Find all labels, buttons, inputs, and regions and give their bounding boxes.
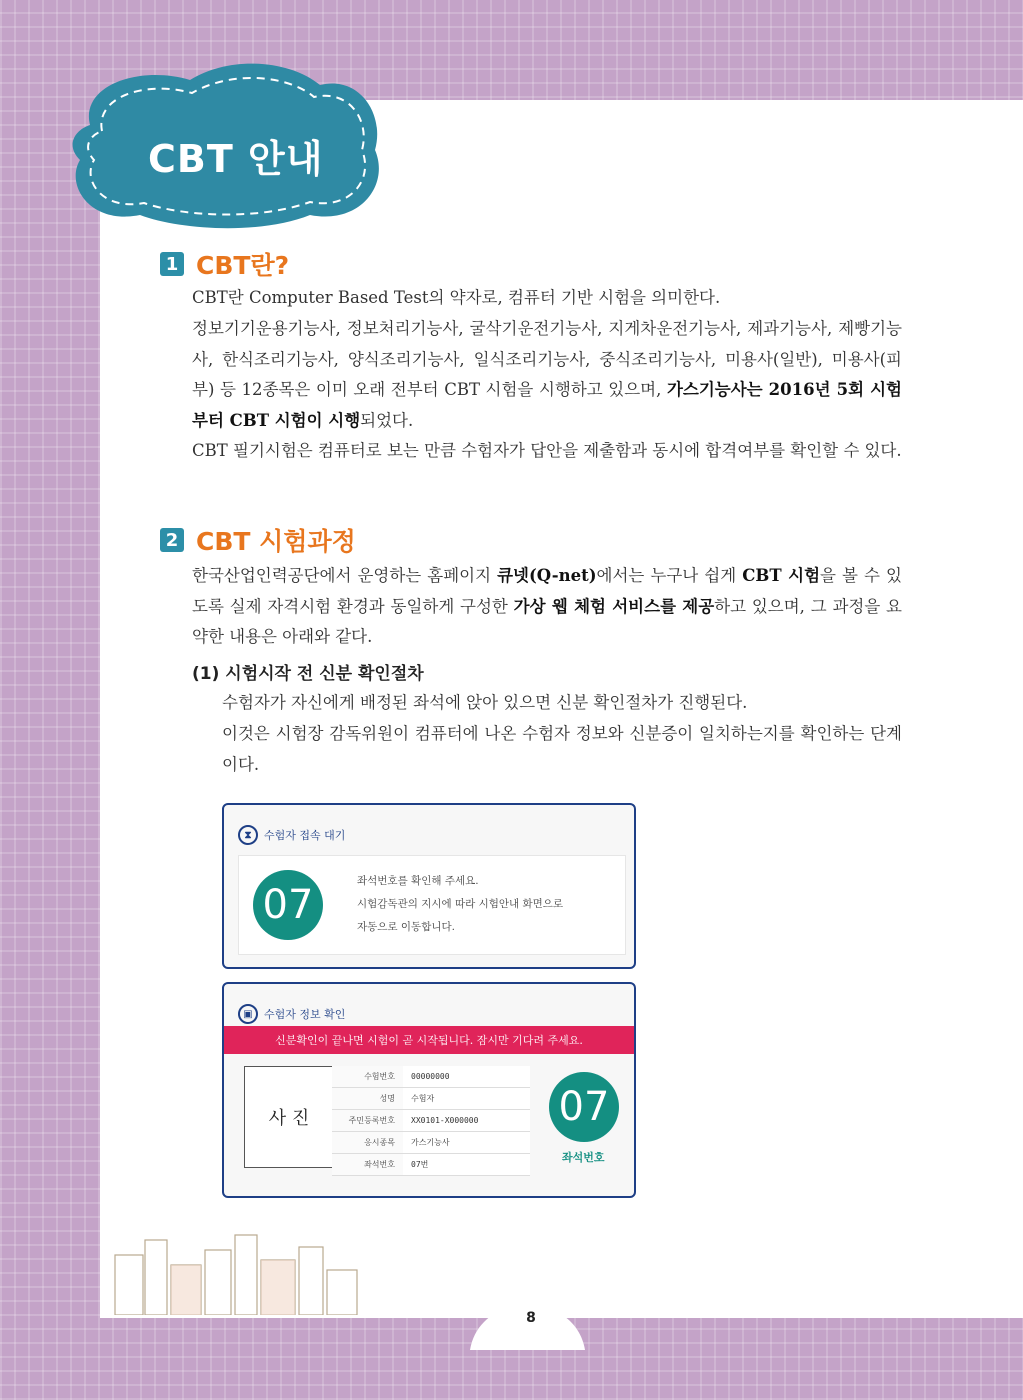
section-1-paragraph-1: CBT란 Computer Based Test의 약자로, 컴퓨터 기반 시험을 의미한다. [192,288,721,307]
section-title: CBT 시험과정 [196,527,356,556]
page-title: CBT 안내 [148,137,324,181]
waiting-content-box [238,855,626,955]
panel-title: 수험자 접속 대기 [264,829,346,842]
subsection-paragraph-1: 수험자가 자신에게 배정된 좌석에 앉아 있으면 신분 확인절차가 진행된다. [222,693,748,712]
notice-banner: 신분확인이 끝나면 시험이 곧 시작됩니다. 잠시만 기다려 주세요. [224,1026,634,1054]
section-1-paragraph-2: 정보기기운용기능사, 정보처리기능사, 굴삭기운전기능사, 지게차운전기능사, 제과기능사, 제빵기능사, 한식조리기능사, 양식조리기능사, 일식조리기능사, 중식조리기능사, 미용사(일반), 미용사(피부) 등 12종목은 이미 오래 전부터 CBT 시험을 시행하고 있으며, 가스기능사는 2016년 5회 시험부터 CBT 시험이 시행되었다. [192,319,903,430]
table-row: 좌석번호 07번 [332,1154,530,1176]
section-title: CBT란? [196,251,290,280]
id-card-icon: ▣ [238,1004,258,1024]
city-illustration [105,1225,365,1315]
seat-number-badge: 07 [549,1072,619,1142]
seat-number-badge: 07 [253,870,323,940]
waiting-screen-panel [222,803,636,969]
section-1-heading [160,246,289,282]
table-row: 수험번호 00000000 [332,1066,530,1088]
seat-number-caption: 좌석번호 [562,1151,605,1164]
table-row: 응시종목 가스기능사 [332,1132,530,1154]
subsection-title: (1) 시험시작 전 신분 확인절차 [192,664,424,684]
section-number: 1 [160,252,184,276]
section-2-paragraph-1: 한국산업인력공단에서 운영하는 홈페이지 큐넷(Q-net)에서는 누구나 쉽게 CBT 시험을 볼 수 있도록 실제 자격시험 환경과 동일하게 구성한 가상 웹 체험 서비스를 제공하고 있으며, 그 과정을 요약한 내용은 아래와 같다. [192,566,902,646]
photo-placeholder: 사 진 [244,1066,334,1168]
page-number: 8 [526,1310,536,1326]
examinee-info-table [332,1066,530,1176]
examinee-info-panel [222,982,636,1198]
hourglass-icon: ⧗ [238,825,258,845]
table-row: 성명 수험자 [332,1088,530,1110]
section-1-paragraph-3: CBT 필기시험은 컴퓨터로 보는 만큼 수험자가 답안을 제출함과 동시에 합격여부를 확인할 수 있다. [192,441,902,460]
panel-title: 수험자 정보 확인 [264,1008,346,1021]
table-row: 주민등록번호 XX0101-X000000 [332,1110,530,1132]
subsection-paragraph-2: 이것은 시험장 감독위원이 컴퓨터에 나온 수험자 정보와 신분증이 일치하는지를 확인하는 단계이다. [222,724,902,774]
section-number: 2 [160,528,184,552]
waiting-message: 좌석번호를 확인해 주세요. 시험감독관의 지시에 따라 시험안내 화면으로 자동으로 이동합니다. [357,875,564,933]
section-2-heading [160,522,356,558]
